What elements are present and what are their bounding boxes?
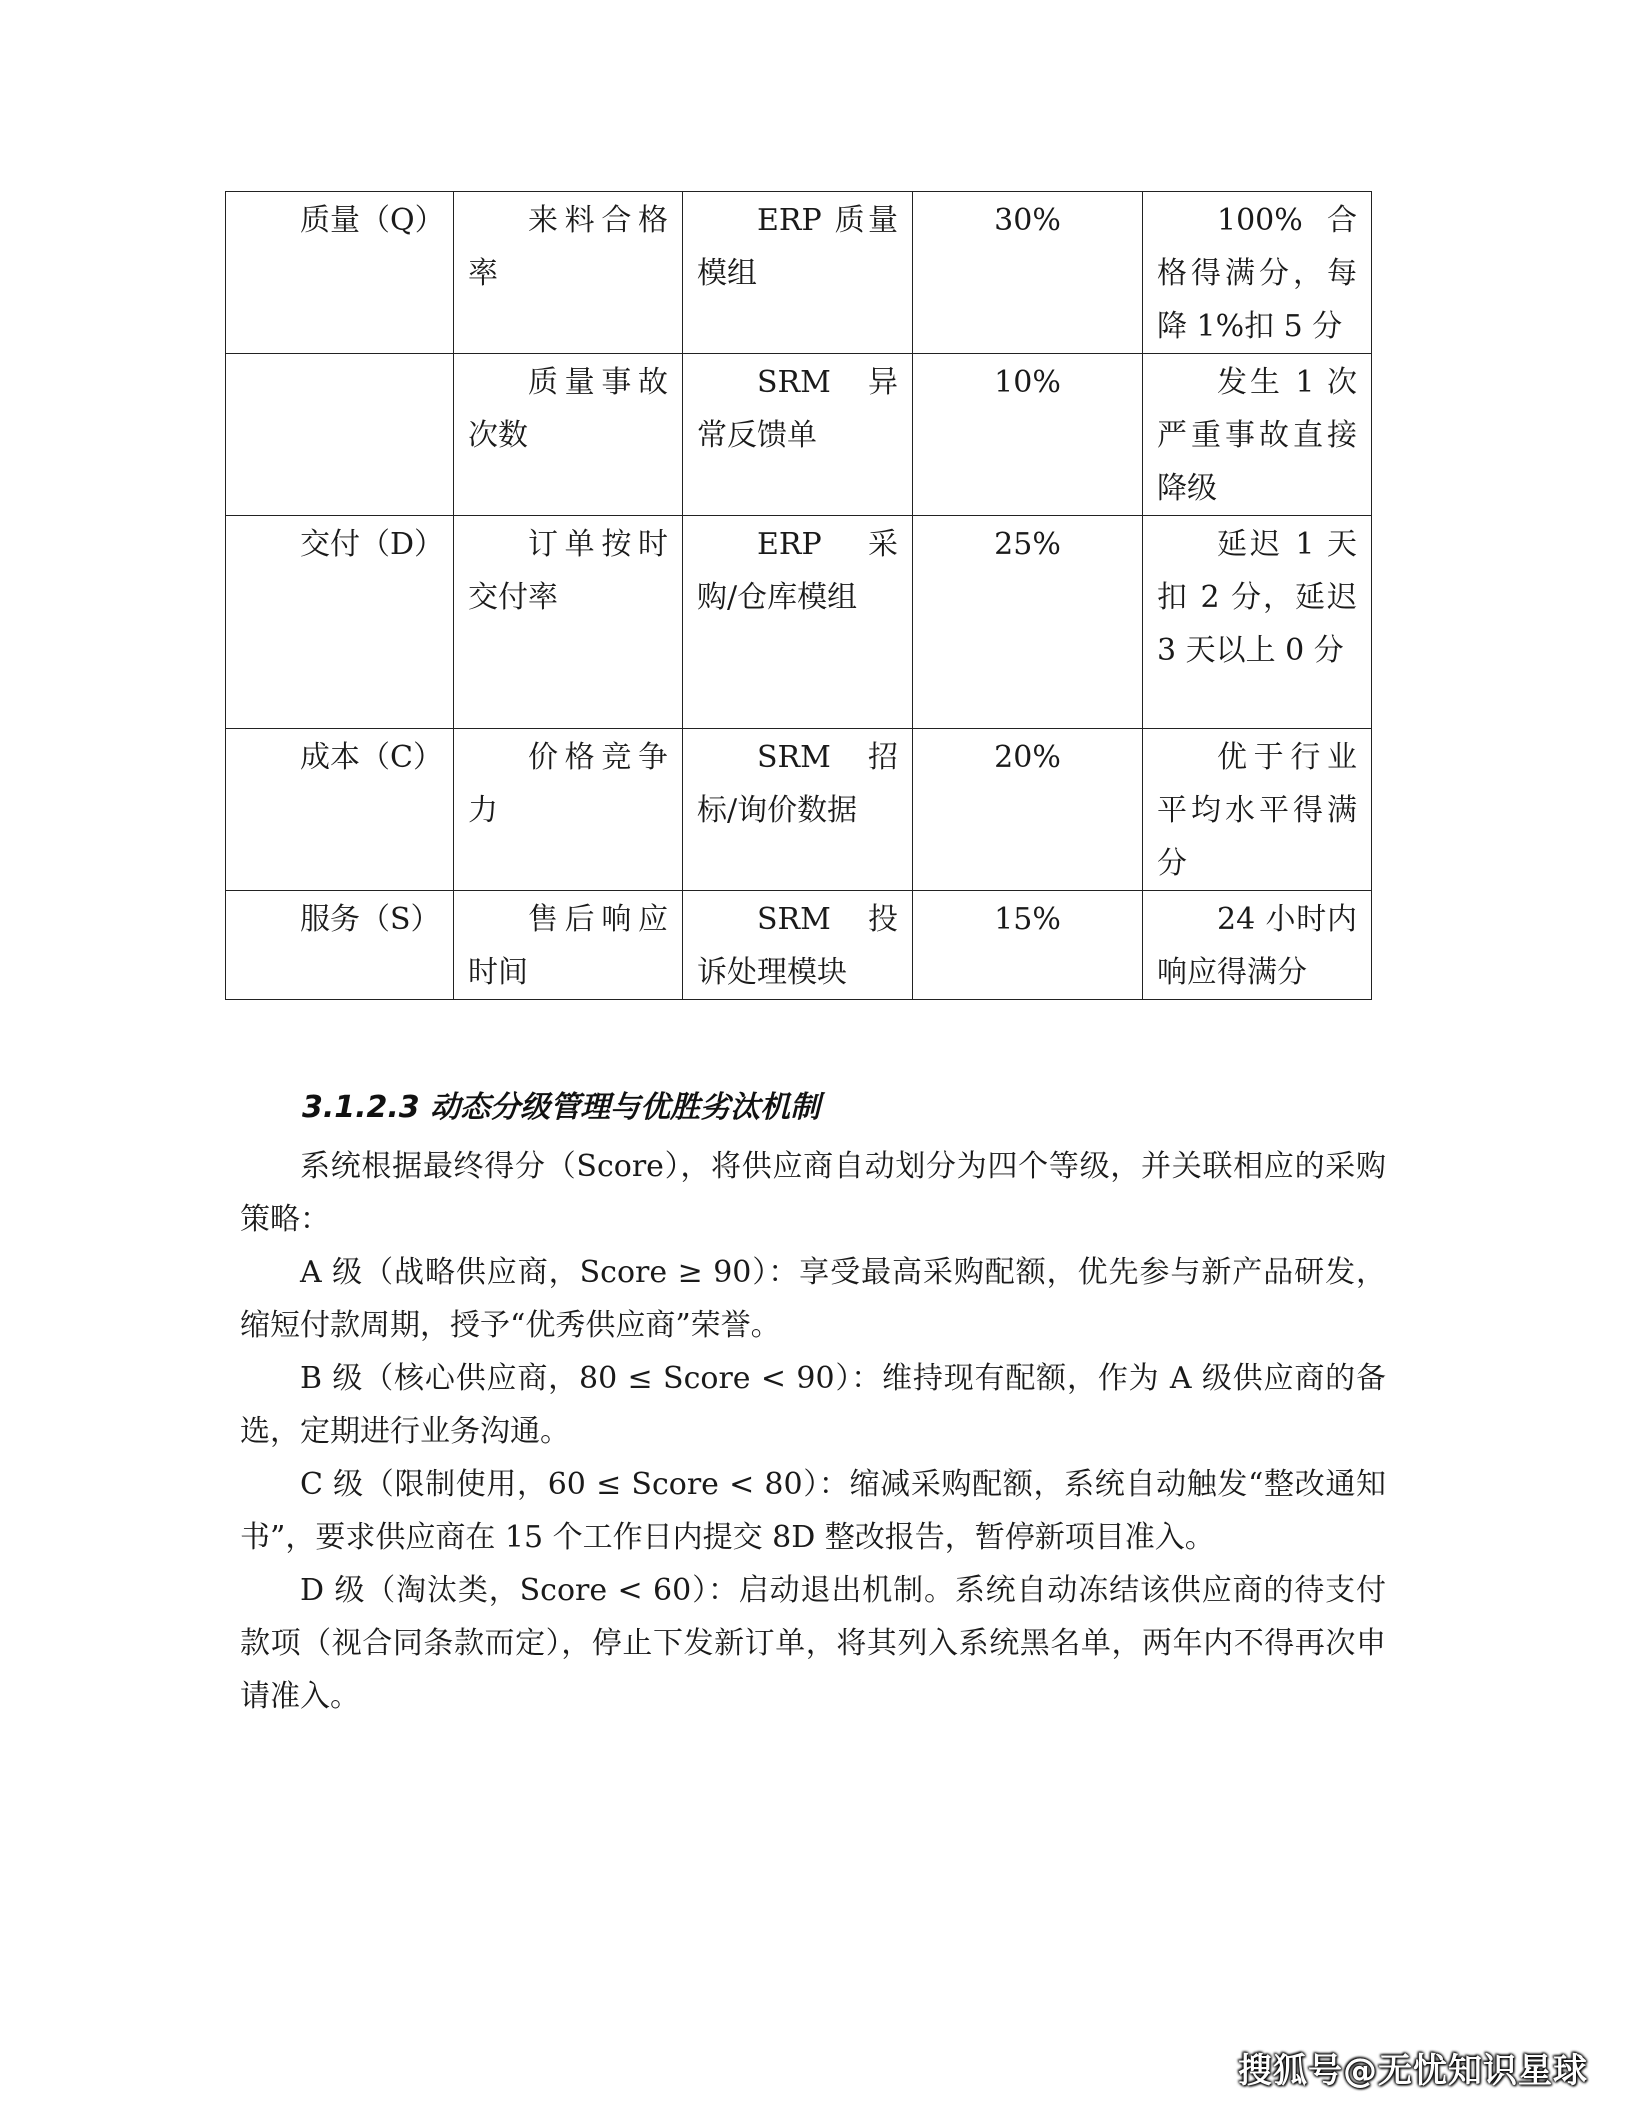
table-row bbox=[226, 192, 1372, 354]
source-cell: ERP 采购/仓库模组 bbox=[683, 516, 913, 729]
rule-cell: 发生 1 次严重事故直接降级 bbox=[1143, 354, 1372, 516]
rule-cell: 优于行业平均水平得满分 bbox=[1143, 729, 1372, 891]
table-row bbox=[226, 516, 1372, 729]
paragraph-grade-b: B 级（核心供应商，80 ≤ Score < 90）：维持现有配额，作为 A 级供应商的备选，定期进行业务沟通。 bbox=[240, 1361, 1386, 1449]
table-row bbox=[226, 354, 1372, 516]
source-cell: SRM 异常反馈单 bbox=[683, 354, 913, 516]
weight-cell: 25% bbox=[913, 516, 1143, 729]
source-cell: ERP 质量模组 bbox=[683, 192, 913, 354]
paragraph-intro: 系统根据最终得分（Score），将供应商自动划分为四个等级，并关联相应的采购策略： bbox=[240, 1149, 1386, 1237]
indicator-cell: 来料合格率 bbox=[454, 192, 683, 354]
source-cell: SRM 投诉处理模块 bbox=[683, 891, 913, 1000]
section-body bbox=[240, 1140, 1386, 1723]
weight-cell: 10% bbox=[913, 354, 1143, 516]
weight-cell: 20% bbox=[913, 729, 1143, 891]
section-heading: 3.1.2.3 动态分级管理与优胜劣汰机制 bbox=[302, 1090, 821, 1125]
dimension-cell: 质量（Q） bbox=[226, 192, 454, 354]
dimension-cell: 交付（D） bbox=[226, 516, 454, 729]
source-cell: SRM 招标/询价数据 bbox=[683, 729, 913, 891]
sohu-watermark: 搜狐号@无忧知识星球 bbox=[1238, 2051, 1588, 2091]
rule-cell: 100%合格得满分，每降 1%扣 5 分 bbox=[1143, 192, 1372, 354]
indicator-cell: 售后响应时间 bbox=[454, 891, 683, 1000]
supplier-kpi-table bbox=[225, 191, 1372, 1000]
rule-cell: 24 小时内响应得满分 bbox=[1143, 891, 1372, 1000]
table-row bbox=[226, 729, 1372, 891]
table-row bbox=[226, 891, 1372, 1000]
dimension-cell: 成本（C） bbox=[226, 729, 454, 891]
dimension-cell bbox=[226, 354, 454, 516]
indicator-cell: 订单按时交付率 bbox=[454, 516, 683, 729]
paragraph-grade-a: A 级（战略供应商，Score ≥ 90）：享受最高采购配额，优先参与新产品研发，缩短付款周期，授予“优秀供应商”荣誉。 bbox=[240, 1255, 1386, 1343]
rule-cell: 延迟 1 天扣 2 分，延迟 3 天以上 0 分 bbox=[1143, 516, 1372, 729]
weight-cell: 30% bbox=[913, 192, 1143, 354]
indicator-cell: 价格竞争力 bbox=[454, 729, 683, 891]
paragraph-grade-c: C 级（限制使用，60 ≤ Score < 80）：缩减采购配额，系统自动触发“整改通知书”，要求供应商在 15 个工作日内提交 8D 整改报告，暂停新项目准入。 bbox=[240, 1467, 1386, 1555]
weight-cell: 15% bbox=[913, 891, 1143, 1000]
paragraph-grade-d: D 级（淘汰类，Score < 60）：启动退出机制。系统自动冻结该供应商的待支付款项（视合同条款而定），停止下发新订单，将其列入系统黑名单，两年内不得再次申请准入。 bbox=[240, 1573, 1386, 1714]
dimension-cell: 服务（S） bbox=[226, 891, 454, 1000]
indicator-cell: 质量事故次数 bbox=[454, 354, 683, 516]
